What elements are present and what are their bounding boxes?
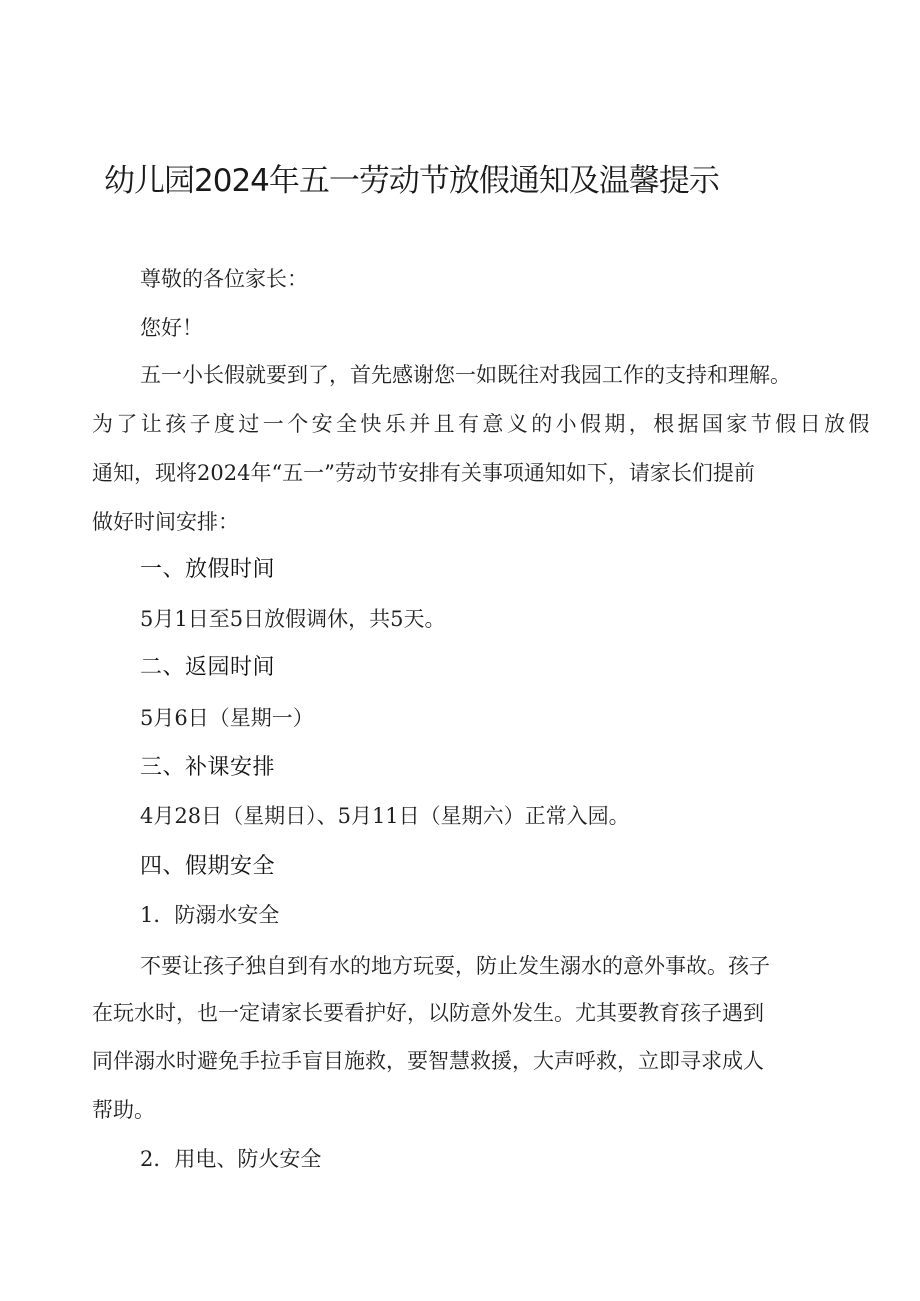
section-heading-return-time: 二、返园时间 — [140, 655, 276, 680]
greeting-text: 尊敬的各位家长： — [140, 267, 308, 291]
section-heading-holiday-time: 一、放假时间 — [140, 557, 276, 582]
hello-text: 您好！ — [140, 316, 203, 340]
section-heading-holiday-safety: 四、假期安全 — [140, 854, 276, 879]
drowning-safety-line: 同伴溺水时避免手拉手盲目施救，要智慧救援，大声呼救，立即寻求成人 — [92, 1049, 764, 1073]
intro-line: 五一小长假就要到了，首先感谢您一如既往对我园工作的支持和理解。 — [140, 363, 791, 387]
drowning-safety-line: 帮助。 — [92, 1098, 155, 1122]
intro-line: 为了让孩子度过一个安全快乐并且有意义的小假期，根据国家节假日放假 — [92, 412, 873, 436]
drowning-safety-line: 在玩水时，也一定请家长要看护好，以防意外发生。尤其要教育孩子遇到 — [92, 1001, 764, 1025]
page-title: 幼儿园2024年五一劳动节放假通知及温馨提示 — [104, 163, 719, 199]
safety-item-label: 2．用电、防火安全 — [140, 1147, 322, 1171]
drowning-safety-line: 不要让孩子独自到有水的地方玩耍，防止发生溺水的意外事故。孩子 — [140, 954, 770, 978]
section-heading-makeup-classes: 三、补课安排 — [140, 755, 276, 780]
intro-line: 通知，现将2024年“五一”劳动节安排有关事项通知如下，请家长们提前 — [92, 461, 755, 485]
holiday-time-text: 5月1日至5日放假调休，共5天。 — [140, 607, 446, 631]
safety-item-label: 1．防溺水安全 — [140, 903, 280, 927]
return-time-text: 5月6日（星期一） — [140, 706, 314, 730]
makeup-classes-text: 4月28日（星期日）、5月11日（星期六）正常入园。 — [140, 804, 630, 828]
intro-line: 做好时间安排： — [92, 510, 239, 534]
